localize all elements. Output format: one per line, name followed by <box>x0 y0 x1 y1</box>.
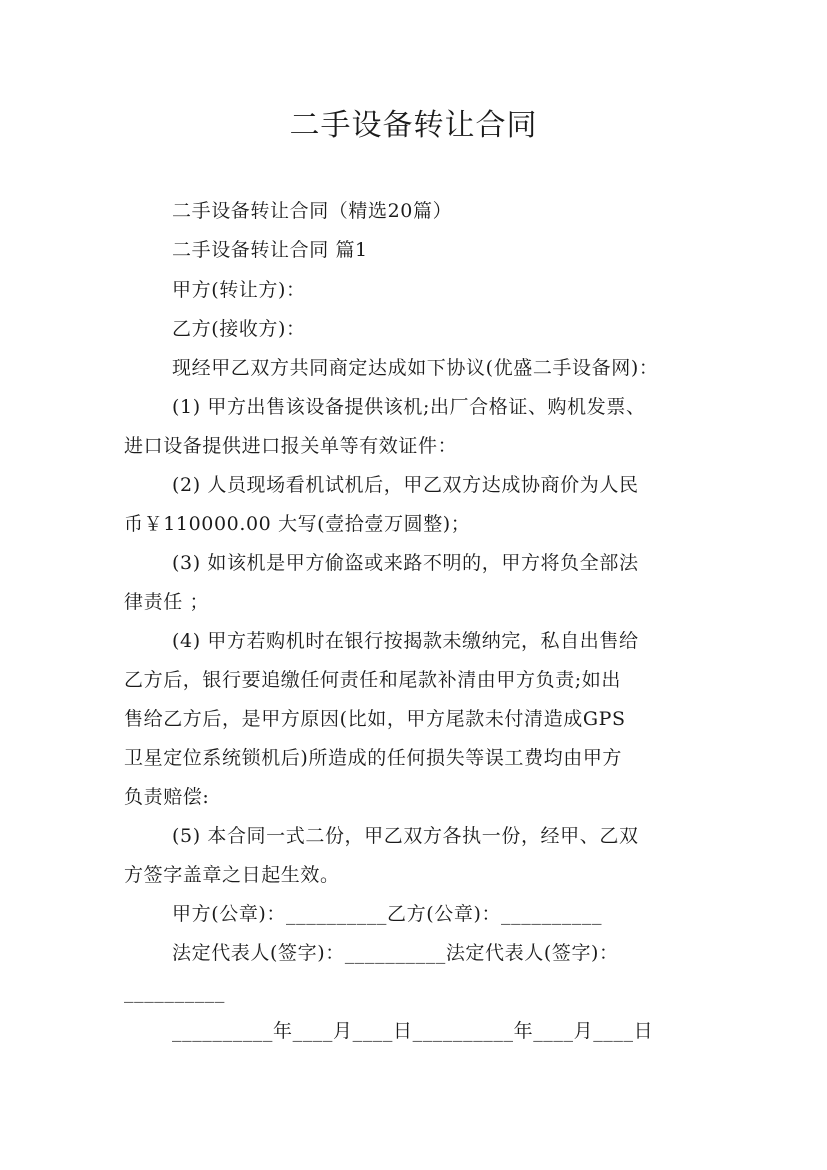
clause-4-line-1: (4) 甲方若购机时在银行按揭款未缴纳完，私自出售给 <box>172 630 639 652</box>
clause-4-line-4: 卫星定位系统锁机后)所造成的任何损失等误工费均由甲方 <box>124 747 623 769</box>
clause-5-line-2: 方签字盖章之日起生效。 <box>124 864 340 886</box>
collection-heading: 二手设备转让合同（精选20篇） <box>172 200 453 222</box>
date-line: __________年____月____日__________年____月____日 <box>172 1020 654 1042</box>
clause-4-line-2: 乙方后，银行要追缴任何责任和尾款补清由甲方负责;如出 <box>124 669 622 691</box>
clause-4-line-5: 负责赔偿: <box>124 786 210 808</box>
signature-blank: __________ <box>124 981 225 1003</box>
clause-4-line-3: 售给乙方后，是甲方原因(比如，甲方尾款未付清造成GPS <box>124 708 626 730</box>
clause-3-line-2: 律责任 ； <box>124 591 210 613</box>
party-b-line: 乙方(接收方)： <box>172 318 306 340</box>
clause-5-line-1: (5) 本合同一式二份，甲乙双方各执一份，经甲、乙双 <box>172 825 639 847</box>
clause-1-line-2: 进口设备提供进口报关单等有效证件： <box>124 435 458 457</box>
article-heading: 二手设备转让合同 篇1 <box>172 239 368 261</box>
clause-3-line-1: (3) 如该机是甲方偷盗或来路不明的，甲方将负全部法 <box>172 552 639 574</box>
agreement-intro: 现经甲乙双方共同商定达成如下协议(优盛二手设备网)： <box>172 357 659 379</box>
clause-2-line-2: 币￥110000.00 大写(壹拾壹万圆整)； <box>124 513 471 535</box>
clause-1-line-1: (1) 甲方出售该设备提供该机;出厂合格证、购机发票、 <box>172 396 646 418</box>
party-a-line: 甲方(转让方)： <box>172 279 306 301</box>
seal-line: 甲方(公章)：__________乙方(公章)：__________ <box>172 903 603 925</box>
clause-2-line-1: (2) 人员现场看机试机后，甲乙双方达成协商价为人民 <box>172 474 639 496</box>
document-title: 二手设备转让合同 <box>289 108 538 143</box>
signature-line: 法定代表人(签字)：__________法定代表人(签字)： <box>172 942 619 964</box>
